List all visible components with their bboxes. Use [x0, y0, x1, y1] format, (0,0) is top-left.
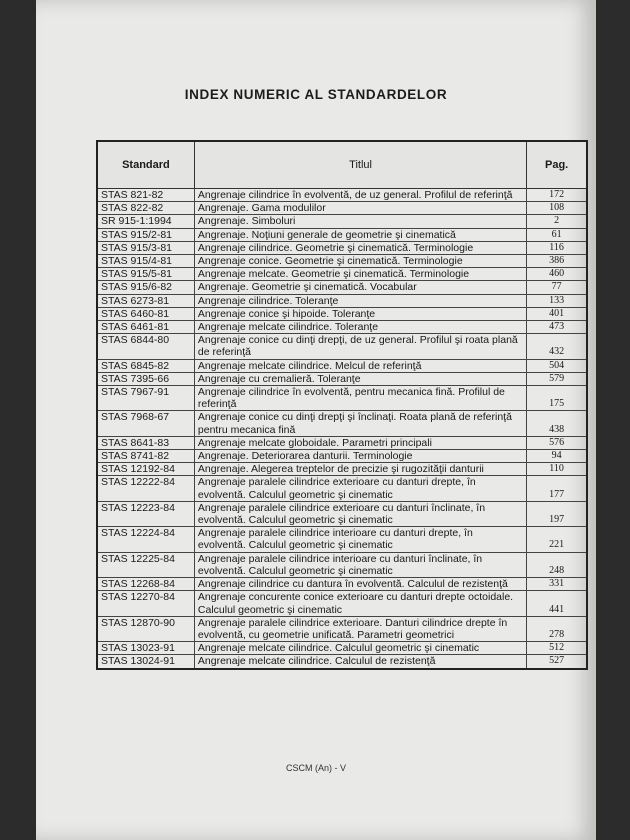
column-header-page: Pag. [527, 141, 587, 189]
standards-index-table [96, 140, 588, 670]
page-number-cell: 197 [527, 501, 587, 526]
standard-code-cell: STAS 6845-82 [97, 359, 194, 372]
page-number-cell: 331 [527, 578, 587, 591]
standard-code-cell: STAS 12270-84 [97, 591, 194, 616]
standard-code-cell: STAS 6460-81 [97, 307, 194, 320]
standard-code-cell: STAS 915/5-81 [97, 268, 194, 281]
standard-title-cell: Angrenaje conice şi hipoide. Toleranţe [194, 307, 526, 320]
standard-title-cell: Angrenaje. Deteriorarea danturii. Terminologie [194, 450, 526, 463]
standard-title-cell: Angrenaje concurente conice exterioare cu danturi drepte octoidale. Calculul geometric şi cinematic [194, 591, 526, 616]
standard-code-cell: STAS 7968-67 [97, 411, 194, 436]
page-number-cell: 2 [527, 215, 587, 228]
standard-code-cell: STAS 822-82 [97, 202, 194, 215]
table-row [97, 372, 587, 385]
standard-code-cell: SR 915-1:1994 [97, 215, 194, 228]
table-row [97, 527, 587, 552]
standard-code-cell: STAS 8641-83 [97, 436, 194, 449]
page-number-cell: 108 [527, 202, 587, 215]
table-row [97, 642, 587, 655]
page-number-cell: 504 [527, 359, 587, 372]
standard-title-cell: Angrenaje cilindrice cu dantura în evolventă. Calculul de rezistenţă [194, 578, 526, 591]
standard-code-cell: STAS 915/3-81 [97, 241, 194, 254]
standard-title-cell: Angrenaje paralele cilindrice exterioare cu danturi înclinate, în evolventă. Calculul geometric şi cinematic [194, 501, 526, 526]
standard-code-cell: STAS 7967-91 [97, 386, 194, 411]
standard-title-cell: Angrenaje cilindrice. Geometrie şi cinematică. Terminologie [194, 241, 526, 254]
standard-title-cell: Angrenaje paralele cilindrice interioare cu danturi drepte, în evolventă. Calculul geometric şi cinematic [194, 527, 526, 552]
standard-code-cell: STAS 821-82 [97, 189, 194, 202]
page-number-cell: 110 [527, 463, 587, 476]
table-row [97, 655, 587, 669]
page-number-cell: 576 [527, 436, 587, 449]
column-header-title: Titlul [194, 141, 526, 189]
standard-code-cell: STAS 13023-91 [97, 642, 194, 655]
standard-title-cell: Angrenaje conice cu dinţi drepţi, de uz general. Profilul şi roata plană de referinţă [194, 334, 526, 359]
standard-title-cell: Angrenaje conice. Geometrie şi cinematică. Terminologie [194, 255, 526, 268]
table-row [97, 578, 587, 591]
page-number-cell: 278 [527, 616, 587, 641]
standard-title-cell: Angrenaje melcate. Geometrie şi cinematică. Terminologie [194, 268, 526, 281]
table-row [97, 189, 587, 202]
page-number-cell: 460 [527, 268, 587, 281]
standard-code-cell: STAS 6273-81 [97, 294, 194, 307]
standard-title-cell: Angrenaje melcate cilindrice. Melcul de referinţă [194, 359, 526, 372]
table-row [97, 334, 587, 359]
table-row [97, 255, 587, 268]
page-footer: CSCM (An) - V [285, 763, 346, 773]
page-number-cell: 248 [527, 552, 587, 577]
standard-code-cell: STAS 915/4-81 [97, 255, 194, 268]
page-number-cell: 172 [527, 189, 587, 202]
standard-title-cell: Angrenaje melcate cilindrice. Calculul geometric şi cinematic [194, 642, 526, 655]
page-number-cell: 401 [527, 307, 587, 320]
standard-title-cell: Angrenaje melcate globoidale. Parametri principali [194, 436, 526, 449]
standard-title-cell: Angrenaje melcate cilindrice. Calculul de rezistenţă [194, 655, 526, 669]
page-number-cell: 527 [527, 655, 587, 669]
standard-title-cell: Angrenaje melcate cilindrice. Toleranţe [194, 321, 526, 334]
standard-code-cell: STAS 915/6-82 [97, 281, 194, 294]
page-number-cell: 177 [527, 476, 587, 501]
table-row [97, 436, 587, 449]
page-number-cell: 221 [527, 527, 587, 552]
page-number-cell: 175 [527, 386, 587, 411]
standard-code-cell: STAS 12268-84 [97, 578, 194, 591]
standard-code-cell: STAS 6461-81 [97, 321, 194, 334]
standard-code-cell: STAS 13024-91 [97, 655, 194, 669]
page-number-cell: 77 [527, 281, 587, 294]
page-number-cell: 94 [527, 450, 587, 463]
standard-title-cell: Angrenaje. Alegerea treptelor de precizie şi rugozităţii danturii [194, 463, 526, 476]
page-number-cell: 133 [527, 294, 587, 307]
table-row [97, 359, 587, 372]
table-row [97, 215, 587, 228]
standard-title-cell: Angrenaje cilindrice în evolventă, de uz general. Profilul de referinţă [194, 189, 526, 202]
page-number-cell: 61 [527, 228, 587, 241]
standard-code-cell: STAS 6844-80 [97, 334, 194, 359]
table-row [97, 321, 587, 334]
table-row [97, 411, 587, 436]
standard-code-cell: STAS 12870-90 [97, 616, 194, 641]
standard-code-cell: STAS 7395-66 [97, 372, 194, 385]
table-row [97, 228, 587, 241]
table-row [97, 501, 587, 526]
standard-title-cell: Angrenaje. Geometrie şi cinematică. Vocabular [194, 281, 526, 294]
standard-code-cell: STAS 12222-84 [97, 476, 194, 501]
table-row [97, 294, 587, 307]
table-row [97, 552, 587, 577]
table-row [97, 307, 587, 320]
table-row [97, 463, 587, 476]
standard-code-cell: STAS 12223-84 [97, 501, 194, 526]
standard-title-cell: Angrenaje conice cu dinţi drepţi şi înclinaţi. Roata plană de referinţă pentru mecanica fină [194, 411, 526, 436]
page-number-cell: 116 [527, 241, 587, 254]
table-row [97, 241, 587, 254]
table-row [97, 386, 587, 411]
standard-title-cell: Angrenaje. Noţiuni generale de geometrie şi cinematică [194, 228, 526, 241]
standard-code-cell: STAS 915/2-81 [97, 228, 194, 241]
page-number-cell: 473 [527, 321, 587, 334]
document-page [36, 0, 596, 840]
table-row [97, 268, 587, 281]
standard-title-cell: Angrenaje. Simboluri [194, 215, 526, 228]
table-header-row [97, 141, 587, 189]
standard-title-cell: Angrenaje. Gama modulilor [194, 202, 526, 215]
table-row [97, 591, 587, 616]
page-number-cell: 386 [527, 255, 587, 268]
standard-code-cell: STAS 8741-82 [97, 450, 194, 463]
standard-title-cell: Angrenaje cilindrice în evolventă, pentru mecanica fină. Profilul de referinţă [194, 386, 526, 411]
standard-code-cell: STAS 12192-84 [97, 463, 194, 476]
page-title: INDEX NUMERIC AL STANDARDELOR [184, 87, 448, 102]
standard-title-cell: Angrenaje paralele cilindrice interioare cu danturi înclinate, în evolventă. Calculul geometric şi cinematic [194, 552, 526, 577]
standard-title-cell: Angrenaje paralele cilindrice exterioare. Danturi cilindrice drepte în evolventă, cu geometrie unificată. Parametri geometrici [194, 616, 526, 641]
page-number-cell: 579 [527, 372, 587, 385]
page-number-cell: 432 [527, 334, 587, 359]
standard-title-cell: Angrenaje cu cremalieră. Toleranţe [194, 372, 526, 385]
table-row [97, 202, 587, 215]
table-row [97, 450, 587, 463]
page-number-cell: 512 [527, 642, 587, 655]
table-row [97, 281, 587, 294]
page-number-cell: 441 [527, 591, 587, 616]
standard-title-cell: Angrenaje paralele cilindrice exterioare cu danturi drepte, în evolventă. Calculul geometric şi cinematic [194, 476, 526, 501]
table-row [97, 476, 587, 501]
page-number-cell: 438 [527, 411, 587, 436]
standard-code-cell: STAS 12225-84 [97, 552, 194, 577]
table-row [97, 616, 587, 641]
standard-code-cell: STAS 12224-84 [97, 527, 194, 552]
standard-title-cell: Angrenaje cilindrice. Toleranţe [194, 294, 526, 307]
column-header-standard: Standard [97, 141, 194, 189]
